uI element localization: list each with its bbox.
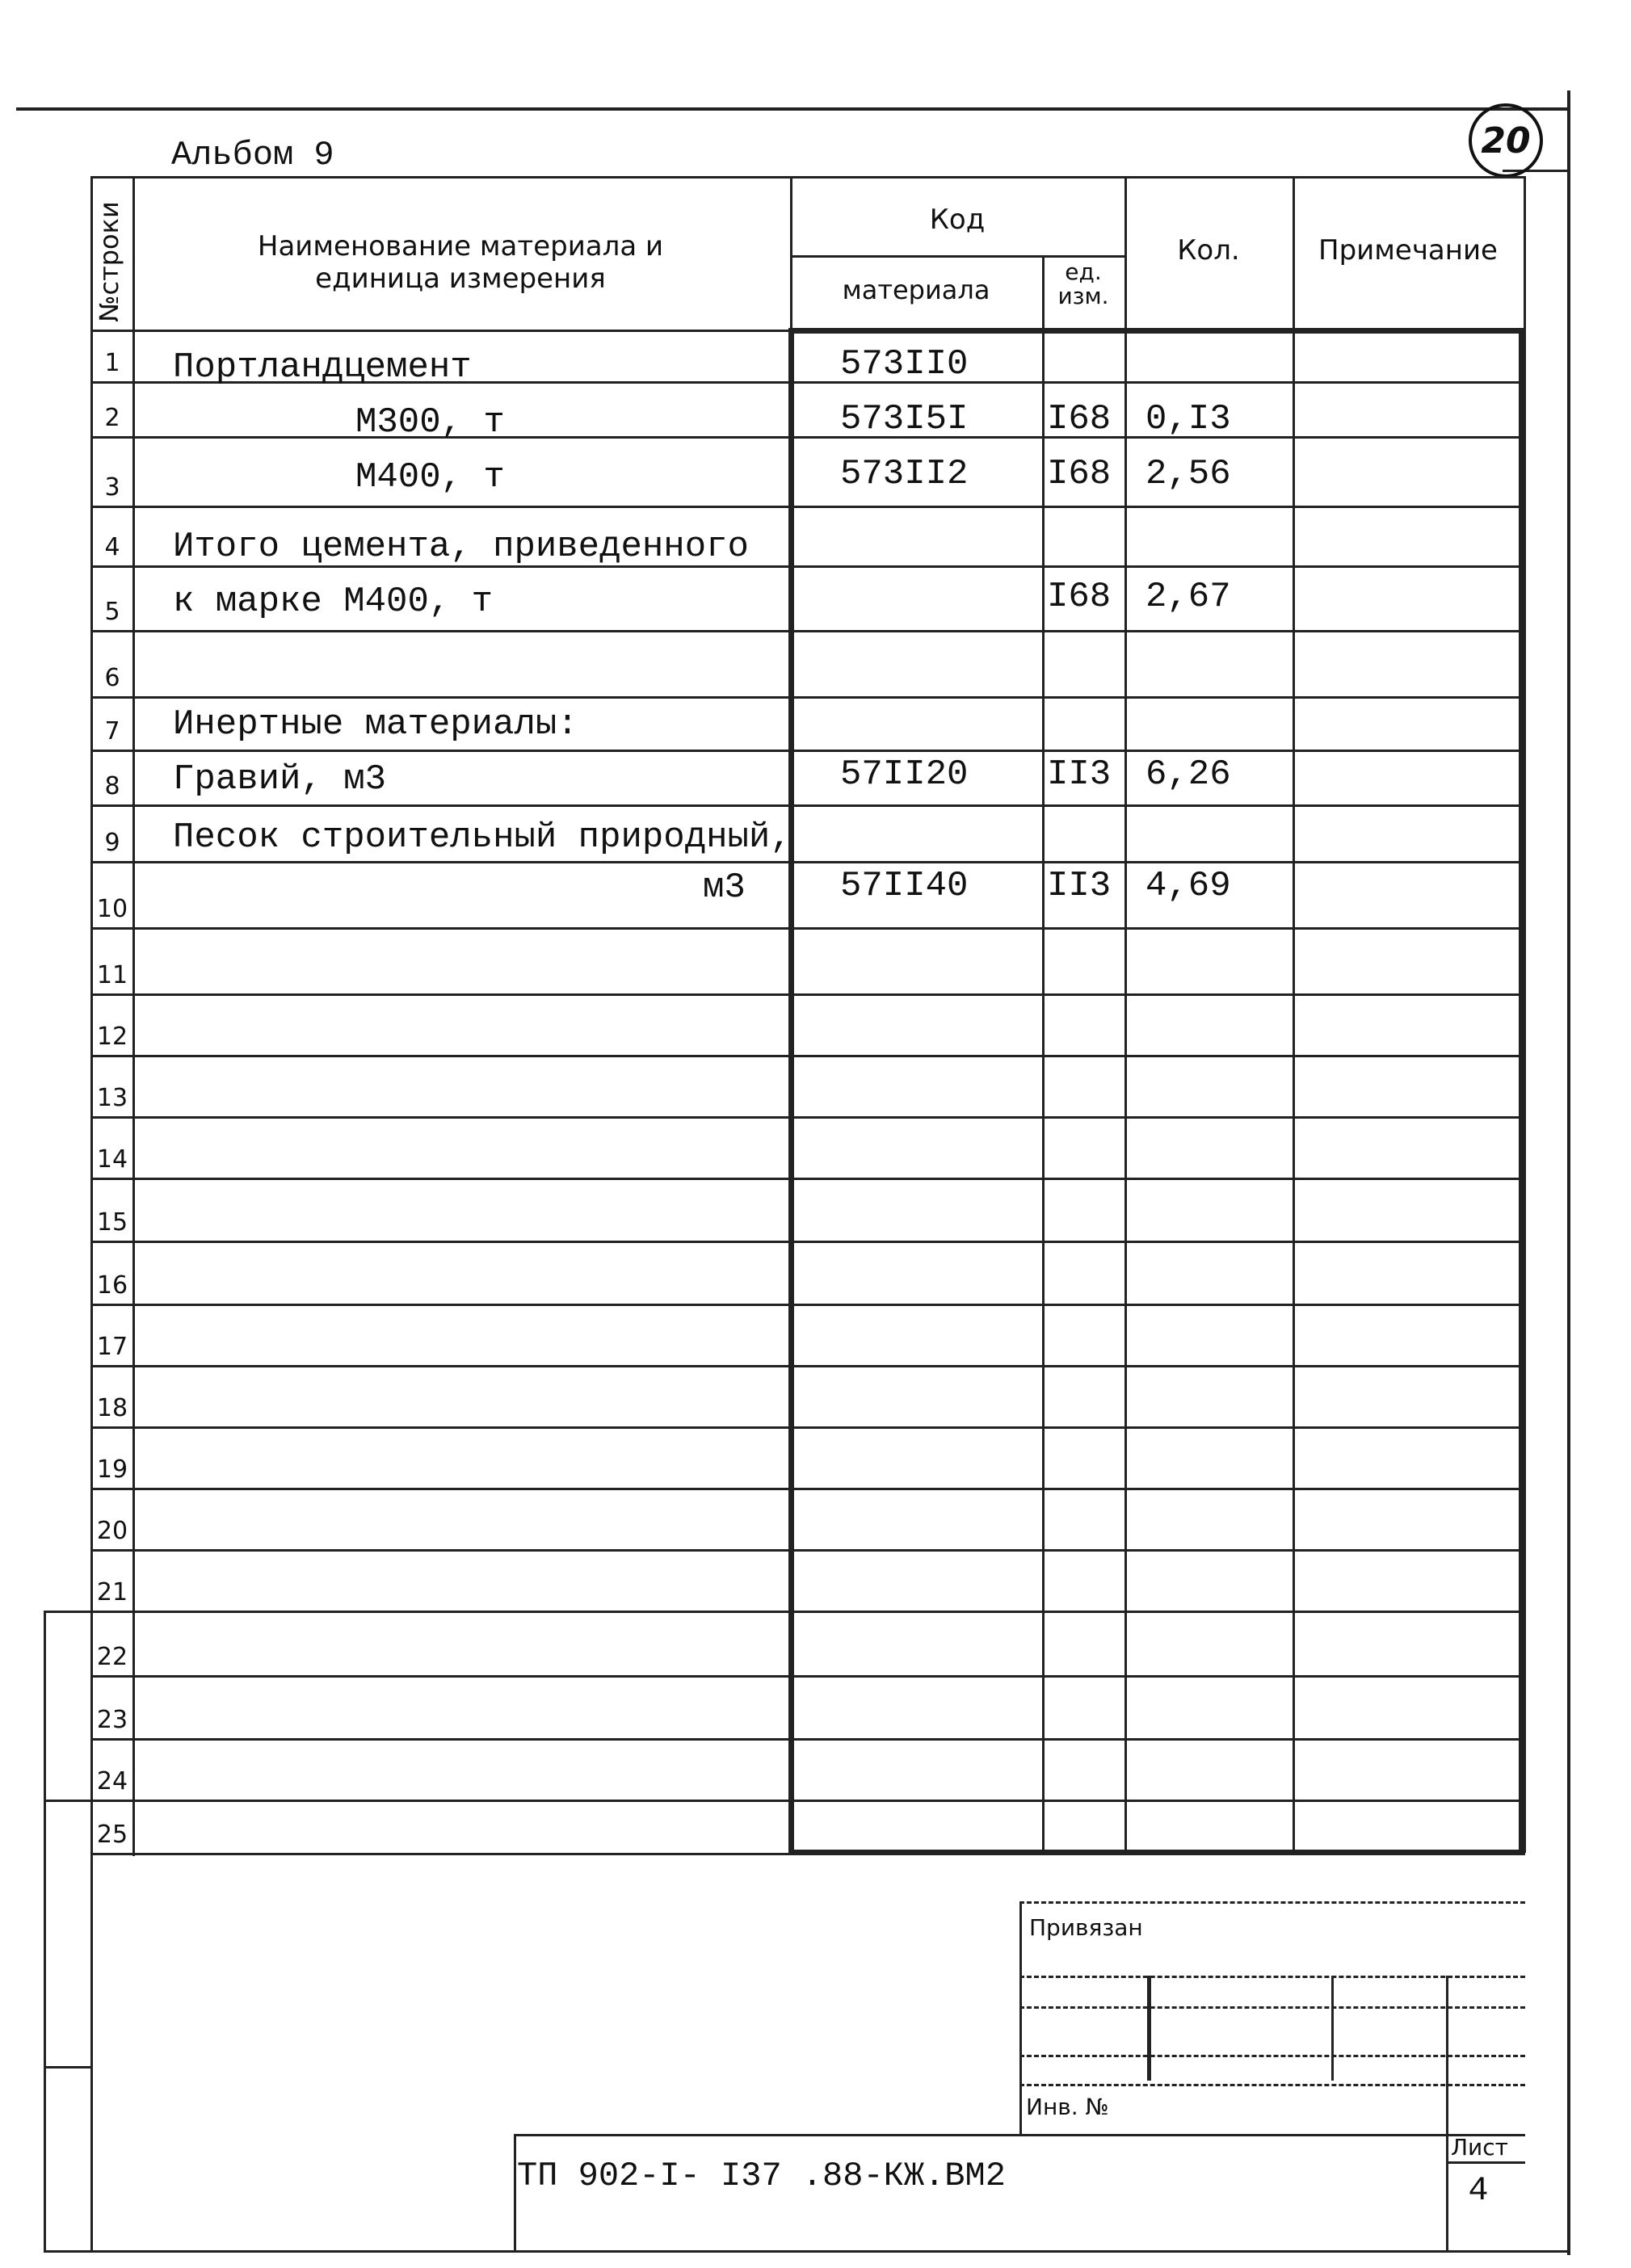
entry-name: М400, т	[355, 457, 505, 498]
entry-name: Гравий, м3	[173, 759, 387, 800]
row-number: 14	[96, 1145, 128, 1174]
row-line	[90, 1800, 1525, 1802]
row-line	[90, 696, 1525, 699]
stamp-left-line	[1019, 1901, 1022, 2136]
row-number: 23	[96, 1706, 128, 1734]
material-col-line	[1042, 255, 1045, 1853]
row-line	[90, 1365, 1525, 1367]
row-line	[90, 1304, 1525, 1306]
entry-name: Инертные материалы:	[173, 704, 578, 745]
row-number: 10	[96, 895, 128, 923]
table-left-border	[90, 176, 93, 2252]
header-bottom-line	[788, 328, 1525, 334]
row-number: 3	[104, 473, 120, 502]
row-line	[90, 506, 1525, 508]
row-line	[90, 1488, 1525, 1490]
row-line	[90, 1549, 1525, 1552]
row-line	[90, 1675, 1525, 1678]
row-number: 7	[104, 717, 120, 746]
row-line	[90, 750, 1525, 752]
margin-box-left	[44, 1611, 46, 2252]
row-number: 17	[96, 1333, 128, 1361]
inv-no-label: Инв. №	[1026, 2094, 1109, 2120]
row-number: 19	[96, 1455, 128, 1484]
row-line	[90, 1426, 1525, 1429]
entry-unit: I68	[1047, 399, 1112, 439]
entry-name: м3	[703, 867, 746, 908]
row-line	[90, 804, 1525, 807]
stamp-col-3	[1446, 1976, 1448, 2250]
row-number: 20	[96, 1517, 128, 1545]
row-number: 12	[96, 1023, 128, 1051]
margin-box-top	[44, 1611, 92, 1613]
row-number: 8	[104, 772, 120, 800]
entry-unit: I68	[1047, 577, 1112, 617]
code-header: Код	[929, 204, 986, 236]
table-right-border-thick	[1519, 331, 1524, 1850]
entry-qty: 2,56	[1145, 454, 1231, 494]
entry-name: Итого цемента, приведенного	[173, 527, 749, 567]
row-line	[90, 1738, 1525, 1741]
row-number: 15	[96, 1208, 128, 1237]
margin-box-mid	[44, 1800, 92, 1802]
entry-name: к марке М400, т	[173, 582, 494, 622]
table-top-border	[90, 176, 1525, 178]
unit-header: ед. изм.	[1057, 258, 1109, 309]
entry-code: 573II0	[840, 344, 969, 384]
row-number: 16	[96, 1271, 128, 1300]
row-number: 9	[104, 829, 120, 857]
row-number: 24	[96, 1767, 128, 1796]
table-bottom-line	[788, 1850, 1525, 1855]
code-subheader-line	[790, 255, 1124, 258]
material-header: материала	[842, 275, 990, 305]
sheet-label-line	[1446, 2161, 1525, 2164]
qty-col-line	[1293, 176, 1295, 1853]
album-title: Альбом 9	[171, 136, 334, 174]
row-line	[90, 1116, 1525, 1119]
row-number: 18	[96, 1394, 128, 1422]
title-block-top	[514, 2134, 1525, 2136]
entry-unit: I68	[1047, 454, 1112, 494]
document-code: ТП 902-I- I37 .88-КЖ.ВМ2	[517, 2157, 1006, 2195]
sheet-label: Лист	[1451, 2134, 1508, 2161]
sheet-badge: 20	[1469, 103, 1543, 178]
row-number: 4	[104, 533, 120, 561]
entry-code: 57II20	[840, 754, 969, 795]
margin-box-bottom	[44, 2250, 1567, 2253]
stamp-col-1	[1147, 1976, 1151, 2081]
entry-qty: 2,67	[1145, 577, 1231, 617]
stamp-col-2	[1331, 1976, 1334, 2081]
entry-name: Песок строительный природный,	[173, 817, 792, 858]
note-header: Примечание	[1318, 234, 1498, 267]
row-number: 13	[96, 1084, 128, 1112]
table-bottom-line-left	[90, 1853, 790, 1855]
entry-qty: 0,I3	[1145, 399, 1231, 439]
row-line	[90, 1178, 1525, 1180]
sheet-number: 4	[1468, 2171, 1489, 2210]
title-block-left	[514, 2134, 516, 2252]
entry-qty: 4,69	[1145, 866, 1231, 906]
row-line	[90, 436, 1525, 439]
header-bottom-line-left	[90, 330, 790, 332]
row-line	[90, 630, 1525, 632]
unit-col-line	[1124, 176, 1127, 1853]
entry-unit: II3	[1047, 754, 1112, 795]
stamp-line-2	[1019, 2006, 1525, 2009]
entry-code: 573II2	[840, 454, 969, 494]
entry-name: М300, т	[355, 402, 505, 443]
name-header: Наименование материала и единица измерения	[257, 230, 664, 295]
stamp-line-4	[1019, 2084, 1525, 2086]
rownum-col-line	[132, 176, 135, 1856]
row-number: 25	[96, 1821, 128, 1849]
row-line	[90, 1055, 1525, 1057]
row-number: 11	[96, 961, 128, 989]
row-number: 1	[104, 349, 120, 377]
top-frame-line	[16, 107, 1569, 111]
bound-label: Привязан	[1029, 1914, 1143, 1941]
name-col-line-thick	[788, 331, 794, 1853]
row-number: 6	[104, 664, 120, 692]
entry-qty: 6,26	[1145, 754, 1231, 795]
margin-box-mid-2	[44, 2066, 92, 2068]
row-line	[90, 861, 1525, 863]
row-number: 21	[96, 1578, 128, 1606]
qty-header: Кол.	[1177, 234, 1240, 267]
row-line	[90, 1241, 1525, 1243]
row-number: 2	[104, 404, 120, 432]
stamp-line-3	[1019, 2055, 1525, 2057]
entry-name: Портландцемент	[173, 347, 472, 388]
row-line	[90, 927, 1525, 930]
stamp-top-line	[1019, 1901, 1525, 1904]
row-line	[90, 1611, 1525, 1613]
row-number: 22	[96, 1643, 128, 1671]
entry-code: 57II40	[840, 866, 969, 906]
entry-code: 573I5I	[840, 399, 969, 439]
entry-unit: II3	[1047, 866, 1112, 906]
row-line	[90, 993, 1525, 996]
right-frame-line	[1567, 90, 1570, 2255]
row-number: 5	[104, 598, 120, 626]
stamp-line-1	[1019, 1976, 1525, 1978]
row-number-header: №строки	[94, 201, 124, 322]
